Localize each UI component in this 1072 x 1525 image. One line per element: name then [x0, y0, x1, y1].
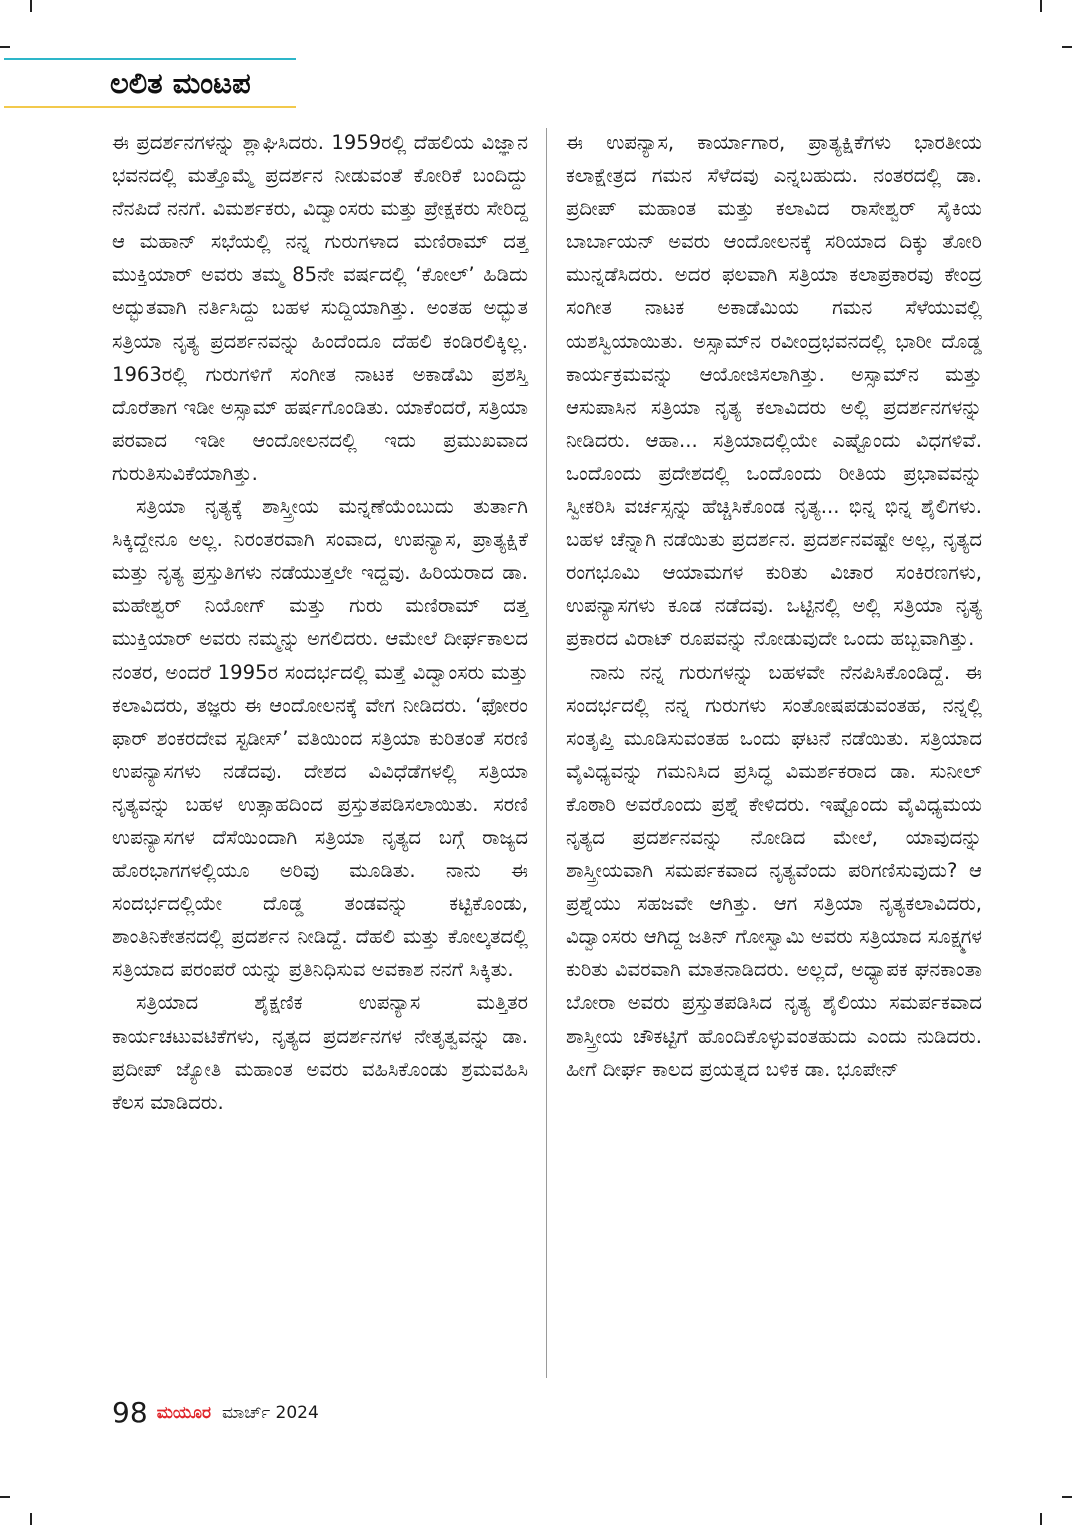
article-column-right [566, 126, 982, 1086]
article-column-left [112, 126, 528, 1119]
section-title: ಲಲಿತ ಮಂಟಪ [110, 66, 251, 100]
crop-mark [0, 46, 10, 48]
article-paragraph: ಈ ಉಪನ್ಯಾಸ, ಕಾರ್ಯಾಗಾರ, ಪ್ರಾತ್ಯಕ್ಷಿಕೆಗಳು ಭಾರತೀಯ ಕಲಾಕ್ಷೇತ್ರದ ಗಮನ ಸೆಳೆದವು ಎನ್ನಬಹುದು. ನಂತರದಲ್ಲಿ ಡಾ. ಪ್ರದೀಪ್ ಮಹಾಂತ ಮತ್ತು ಕಲಾವಿದ ರಾಸೇಶ್ವರ್ ಸೈಕಿಯ ಬಾರ್ಬಾಯನ್ ಅವರು ಆಂದೋಲನಕ್ಕೆ ಸರಿಯಾದ ದಿಕ್ಕು ತೋರಿ ಮುನ್ನಡೆಸಿದರು. ಅದರ ಫಲವಾಗಿ ಸತ್ರಿಯಾ ಕಲಾಪ್ರಕಾರವು ಕೇಂದ್ರ ಸಂಗೀತ ನಾಟಕ ಅಕಾಡೆಮಿಯ ಗಮನ ಸೆಳೆಯುವಲ್ಲಿ ಯಶಸ್ವಿಯಾಯಿತು. ಅಸ್ಸಾಮ್‌ನ ರವೀಂದ್ರಭವನದಲ್ಲಿ ಭಾರೀ ದೊಡ್ಡ ಕಾರ್ಯಕ್ರಮವನ್ನು ಆಯೋಜಿಸಲಾಗಿತ್ತು. ಅಸ್ಸಾಮ್‌ನ ಮತ್ತು ಆಸುಪಾಸಿನ ಸತ್ರಿಯಾ ನೃತ್ಯ ಕಲಾವಿದರು ಅಲ್ಲಿ ಪ್ರದರ್ಶನಗಳನ್ನು ನೀಡಿದರು. ಆಹಾ... ಸತ್ರಿಯಾದಲ್ಲಿಯೇ ಎಷ್ಟೊಂದು ವಿಧಗಳಿವೆ. ಒಂದೊಂದು ಪ್ರದೇಶದಲ್ಲಿ ಒಂದೊಂದು ರೀತಿಯ ಪ್ರಭಾವವನ್ನು ಸ್ವೀಕರಿಸಿ ವರ್ಚಸ್ಸನ್ನು ಹೆಚ್ಚಿಸಿಕೊಂಡ ನೃತ್ಯ... ಭಿನ್ನ ಭಿನ್ನ ಶೈಲಿಗಳು. ಬಹಳ ಚೆನ್ನಾಗಿ ನಡೆಯಿತು ಪ್ರದರ್ಶನ. ಪ್ರದರ್ಶನವಷ್ಟೇ ಅಲ್ಲ, ನೃತ್ಯದ ರಂಗಭೂಮಿ ಆಯಾಮಗಳ ಕುರಿತು ವಿಚಾರ ಸಂಕಿರಣಗಳು, ಉಪನ್ಯಾಸಗಳು ಕೂಡ ನಡೆದವು. ಒಟ್ಟಿನಲ್ಲಿ ಅಲ್ಲಿ ಸತ್ರಿಯಾ ನೃತ್ಯ ಪ್ರಕಾರದ ವಿರಾಟ್ ರೂಪವನ್ನು ನೋಡುವುದೇ ಒಂದು ಹಬ್ಬವಾಗಿತ್ತು. [566, 131, 982, 651]
page-number: 98 [112, 1396, 148, 1429]
crop-mark [0, 1496, 10, 1498]
crop-mark [30, 1513, 32, 1525]
section-header [4, 58, 296, 108]
crop-mark [1062, 1496, 1072, 1498]
crop-mark [1040, 0, 1042, 12]
header-rule-bottom [4, 106, 296, 108]
column-divider [546, 128, 547, 1378]
page-footer [112, 1396, 319, 1429]
header-rule-top [4, 58, 296, 60]
article-paragraph: ಈ ಪ್ರದರ್ಶನಗಳನ್ನು ಶ್ಲಾಘಿಸಿದರು. 1959ರಲ್ಲಿ ದೆಹಲಿಯ ವಿಜ್ಞಾನ ಭವನದಲ್ಲಿ ಮತ್ತೊಮ್ಮೆ ಪ್ರದರ್ಶನ ನೀಡುವಂತೆ ಕೋರಿಕೆ ಬಂದಿದ್ದು ನೆನಪಿದೆ ನನಗೆ. ವಿಮರ್ಶಕರು, ವಿದ್ವಾಂಸರು ಮತ್ತು ಪ್ರೇಕ್ಷಕರು ಸೇರಿದ್ದ ಆ ಮಹಾನ್ ಸಭೆಯಲ್ಲಿ ನನ್ನ ಗುರುಗಳಾದ ಮಣಿರಾಮ್ ದತ್ತ ಮುಕ್ತಿಯಾರ್ ಅವರು ತಮ್ಮ 85ನೇ ವರ್ಷದಲ್ಲಿ ‘ಕೋಲ್’ ಹಿಡಿದು ಅದ್ಭುತವಾಗಿ ನರ್ತಿಸಿದ್ದು ಬಹಳ ಸುದ್ದಿಯಾಗಿತ್ತು. ಅಂತಹ ಅದ್ಭುತ ಸತ್ರಿಯಾ ನೃತ್ಯ ಪ್ರದರ್ಶನವನ್ನು ಹಿಂದೆಂದೂ ದೆಹಲಿ ಕಂಡಿರಲಿಕ್ಕಿಲ್ಲ. 1963ರಲ್ಲಿ ಗುರುಗಳಿಗೆ ಸಂಗೀತ ನಾಟಕ ಅಕಾಡೆಮಿ ಪ್ರಶಸ್ತಿ ದೊರೆತಾಗ ಇಡೀ ಅಸ್ಸಾಮ್ ಹರ್ಷಗೊಂಡಿತು. ಯಾಕೆಂದರೆ, ಸತ್ರಿಯಾ ಪರವಾದ ಇಡೀ ಆಂದೋಲನದಲ್ಲಿ ಇದು ಪ್ರಮುಖವಾದ ಗುರುತಿಸುವಿಕೆಯಾಗಿತ್ತು. [112, 131, 528, 485]
issue-date: ಮಾರ್ಚ್ 2024 [222, 1402, 319, 1423]
article-paragraph: ಸತ್ರಿಯಾ ನೃತ್ಯಕ್ಕೆ ಶಾಸ್ತ್ರೀಯ ಮನ್ನಣೆಯೆಂಬುದು ತುರ್ತಾಗಿ ಸಿಕ್ಕಿದ್ದೇನೂ ಅಲ್ಲ. ನಿರಂತರವಾಗಿ ಸಂವಾದ, ಉಪನ್ಯಾಸ, ಪ್ರಾತ್ಯಕ್ಷಿಕೆ ಮತ್ತು ನೃತ್ಯ ಪ್ರಸ್ತುತಿಗಳು ನಡೆಯುತ್ತಲೇ ಇದ್ದವು. ಹಿರಿಯರಾದ ಡಾ. ಮಹೇಶ್ವರ್ ನಿಯೋಗ್ ಮತ್ತು ಗುರು ಮಣಿರಾಮ್ ದತ್ತ ಮುಕ್ತಿಯಾರ್ ಅವರು ನಮ್ಮನ್ನು ಅಗಲಿದರು. ಆಮೇಲೆ ದೀರ್ಘಕಾಲದ ನಂತರ, ಅಂದರೆ 1995ರ ಸಂದರ್ಭದಲ್ಲಿ ಮತ್ತೆ ವಿದ್ವಾಂಸರು ಮತ್ತು ಕಲಾವಿದರು, ತಜ್ಞರು ಈ ಆಂದೋಲನಕ್ಕೆ ವೇಗ ನೀಡಿದರು. ‘ಫೋರಂ ಫಾರ್ ಶಂಕರದೇವ ಸ್ಟಡೀಸ್’ ವತಿಯಿಂದ ಸತ್ರಿಯಾ ಕುರಿತಂತೆ ಸರಣಿ ಉಪನ್ಯಾಸಗಳು ನಡೆದವು. ದೇಶದ ವಿವಿಧೆಡೆಗಳಲ್ಲಿ ಸತ್ರಿಯಾ ನೃತ್ಯವನ್ನು ಬಹಳ ಉತ್ಸಾಹದಿಂದ ಪ್ರಸ್ತುತಪಡಿಸಲಾಯಿತು. ಸರಣಿ ಉಪನ್ಯಾಸಗಳ ದೆಸೆಯಿಂದಾಗಿ ಸತ್ರಿಯಾ ನೃತ್ಯದ ಬಗ್ಗೆ ರಾಜ್ಯದ ಹೊರಭಾಗಗಳಲ್ಲಿಯೂ ಅರಿವು ಮೂಡಿತು. ನಾನು ಈ ಸಂದರ್ಭದಲ್ಲಿಯೇ ದೊಡ್ಡ ತಂಡವನ್ನು ಕಟ್ಟಿಕೊಂಡು, ಶಾಂತಿನಿಕೇತನದಲ್ಲಿ ಪ್ರದರ್ಶನ ನೀಡಿದ್ದೆ. ದೆಹಲಿ ಮತ್ತು ಕೋಲ್ಕತದಲ್ಲಿ ಸತ್ರಿಯಾದ ಪರಂಪರೆ ಯನ್ನು ಪ್ರತಿನಿಧಿಸುವ ಅವಕಾಶ ನನಗೆ ಸಿಕ್ಕಿತು. [112, 495, 528, 982]
crop-mark [30, 0, 32, 12]
article-paragraph: ಸತ್ರಿಯಾದ ಶೈಕ್ಷಣಿಕ ಉಪನ್ಯಾಸ ಮತ್ತಿತರ ಕಾರ್ಯಚಟುವಟಿಕೆಗಳು, ನೃತ್ಯದ ಪ್ರದರ್ಶನಗಳ ನೇತೃತ್ವವನ್ನು ಡಾ. ಪ್ರದೀಪ್ ಜ್ಯೋತಿ ಮಹಾಂತ ಅವರು ವಹಿಸಿಕೊಂಡು ಶ್ರಮವಹಿಸಿ ಕೆಲಸ ಮಾಡಿದರು. [112, 991, 528, 1114]
crop-mark [1062, 46, 1072, 48]
magazine-logo: ಮಯೂರ [156, 1402, 211, 1423]
crop-mark [1040, 1513, 1042, 1525]
article-paragraph: ನಾನು ನನ್ನ ಗುರುಗಳನ್ನು ಬಹಳವೇ ನೆನಪಿಸಿಕೊಂಡಿದ್ದೆ. ಈ ಸಂದರ್ಭದಲ್ಲಿ ನನ್ನ ಗುರುಗಳು ಸಂತೋಷಪಡುವಂತಹ, ನನ್ನಲ್ಲಿ ಸಂತೃಪ್ತಿ ಮೂಡಿಸುವಂತಹ ಒಂದು ಘಟನೆ ನಡೆಯಿತು. ಸತ್ರಿಯಾದ ವೈವಿಧ್ಯವನ್ನು ಗಮನಿಸಿದ ಪ್ರಸಿದ್ಧ ವಿಮರ್ಶಕರಾದ ಡಾ. ಸುನೀಲ್ ಕೊಠಾರಿ ಅವರೊಂದು ಪ್ರಶ್ನೆ ಕೇಳಿದರು. ಇಷ್ಟೊಂದು ವೈವಿಧ್ಯಮಯ ನೃತ್ಯದ ಪ್ರದರ್ಶನವನ್ನು ನೋಡಿದ ಮೇಲೆ, ಯಾವುದನ್ನು ಶಾಸ್ತ್ರೀಯವಾಗಿ ಸಮರ್ಪಕವಾದ ನೃತ್ಯವೆಂದು ಪರಿಗಣಿಸುವುದು? ಆ ಪ್ರಶ್ನೆಯು ಸಹಜವೇ ಆಗಿತ್ತು. ಆಗ ಸತ್ರಿಯಾ ನೃತ್ಯಕಲಾವಿದರು, ವಿದ್ವಾಂಸರು ಆಗಿದ್ದ ಜತಿನ್ ಗೋಸ್ವಾಮಿ ಅವರು ಸತ್ರಿಯಾದ ಸೂಕ್ಷ್ಮಗಳ ಕುರಿತು ವಿವರವಾಗಿ ಮಾತನಾಡಿದರು. ಅಲ್ಲದೆ, ಅಧ್ಯಾಪಕ ಘನಕಾಂತಾ ಬೋರಾ ಅವರು ಪ್ರಸ್ತುತಪಡಿಸಿದ ನೃತ್ಯ ಶೈಲಿಯು ಸಮರ್ಪಕವಾದ ಶಾಸ್ತ್ರೀಯ ಚೌಕಟ್ಟಿಗೆ ಹೊಂದಿಕೊಳ್ಳುವಂತಹುದು ಎಂದು ನುಡಿದರು. ಹೀಗೆ ದೀರ್ಘ ಕಾಲದ ಪ್ರಯತ್ನದ ಬಳಿಕ ಡಾ. ಭೂಪೇನ್ [566, 660, 982, 1081]
